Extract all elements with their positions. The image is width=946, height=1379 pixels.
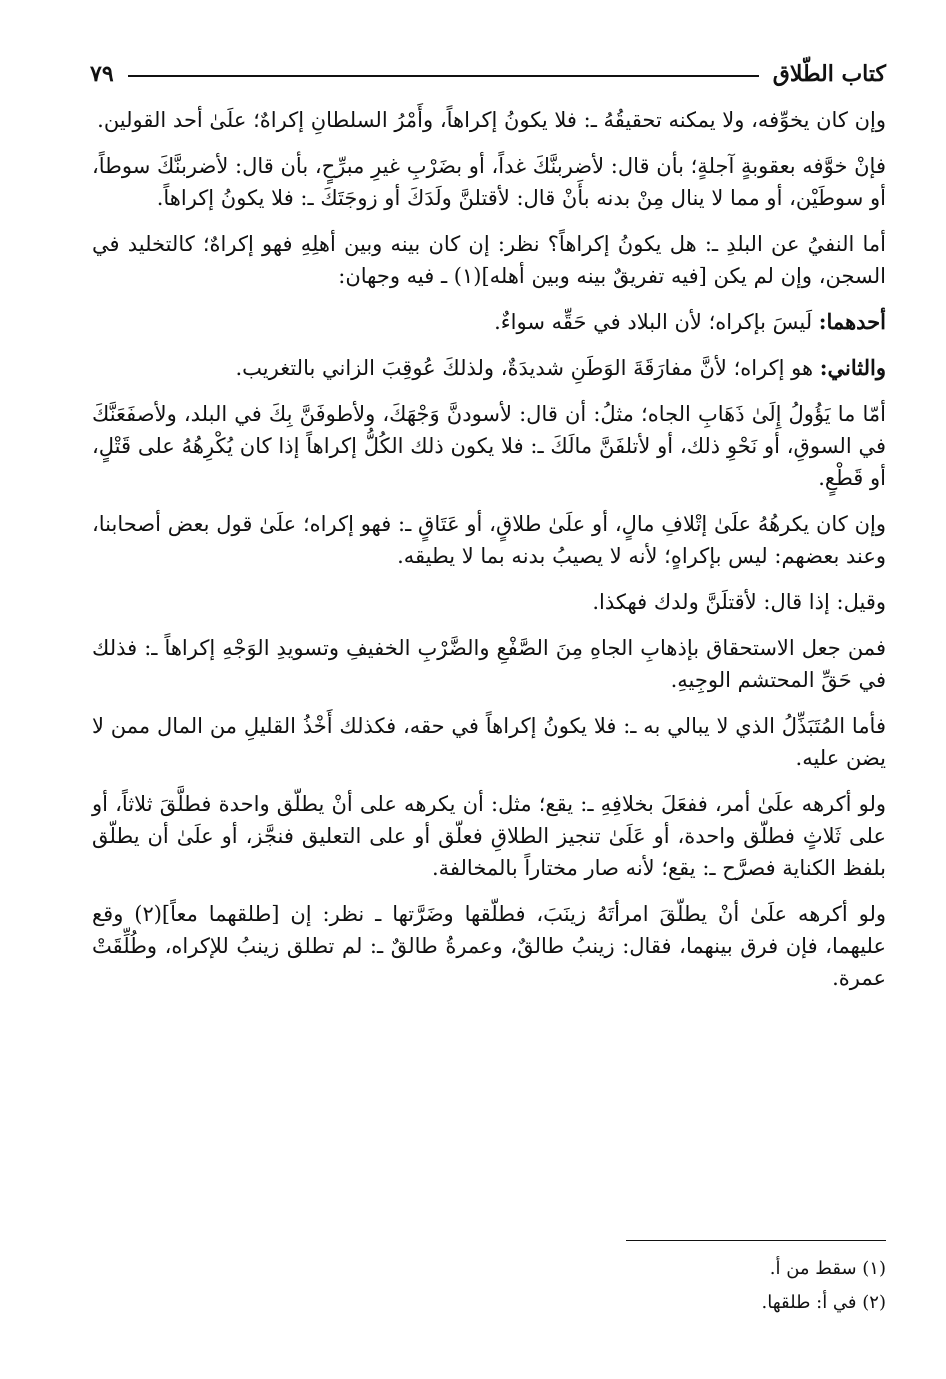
paragraph xyxy=(92,710,886,774)
paragraph xyxy=(92,104,886,136)
paragraph-text: لَيسَ بإكراه؛ لأن البلاد في حَقِّه سواءٌ. xyxy=(494,310,819,334)
paragraph xyxy=(92,632,886,696)
paragraph-lead: أحدهما: xyxy=(818,309,886,334)
paragraph xyxy=(92,898,886,994)
paragraph-text: وإن كان يخوِّفه، ولا يمكنه تحقيقُهُ ـ: فلا يكونُ إكراهاً، وأَمْرُ السلطانِ إكراهٌ؛ علَىٰ أحد القولين. xyxy=(97,108,886,132)
paragraph xyxy=(92,228,886,292)
paragraph-text: أمّا ما يَؤُولُ إِلَىٰ ذَهَابِ الجاه؛ مثلُ: أن قال: لأسودنَّ وَجْهَكَ، ولأطوفَنَّ بِكَ في البلد، ولأصفَعَنَّكَ في السوقِ، أو نَحْوِ ذلك، أو لأتلفَنَّ مالَكَ ـ: فلا يكون ذلك الكُلُّ إكراهاً إذا كان يُكْرِهُهُ على قَتْلٍ، أو قَطْعٍ. xyxy=(92,402,886,490)
paragraph-text: فإنْ خوَّفه بعقوبةٍ آجلةٍ؛ بأن قال: لأضربنَّكَ غداً، أو بضَرْبِ غيرِ مبرِّحٍ، بأن قال: لأضربنَّكَ سوطاً، أو سوطَيْن، أو مما لا ينال مِنْ بدنه بأَنْ قال: لأقتلنَّ ولَدَكَ أو زوجَتَكَ ـ: فلا يكونُ إكراهاً. xyxy=(92,154,886,210)
footnote-1: (١) سقط من أ. xyxy=(769,1258,886,1279)
header-rule xyxy=(128,75,759,77)
page-number: ٧٩ xyxy=(90,61,114,87)
footnote-2: (٢) في أ: طلقها. xyxy=(761,1292,886,1313)
paragraph-text: ولو أكرهه علَىٰ أمر، ففعَلَ بخلافِهِ ـ: يقع؛ مثل: أن يكرهه على أنْ يطلّق واحدة فطلَّقَ ثلاثاً، أو على ثَلاثٍ فطلّق واحدة، أو عَلَىٰ تنجيز الطلاقِ فعلّق أو على التعليق فنجَّز، أو علَىٰ أن يطلّق بلفظ الكناية فصرَّح ـ: يقع؛ لأنه صار مختاراً بالمخالفة. xyxy=(92,792,886,880)
paragraph-text: وقيل: إذا قال: لأقتلَنَّ ولدك فهكذا. xyxy=(592,590,886,614)
paragraph xyxy=(92,150,886,214)
paragraph xyxy=(92,586,886,618)
paragraph xyxy=(92,508,886,572)
paragraph xyxy=(92,788,886,884)
paragraph-lead: والثاني: xyxy=(819,355,886,380)
paragraph xyxy=(92,306,886,338)
paragraph-text: فأما المُتَبَذِّلُ الذي لا يبالي به ـ: فلا يكونُ إكراهاً في حقه، فكذلك أَخْذُ القليلِ من المال ممن لا يضن عليه. xyxy=(92,714,886,770)
paragraph-text: فمن جعل الاستحقاق بإذهابِ الجاهِ مِنَ الصَّفْعِ والضَّرْبِ الخفيفِ وتسويدِ الوَجْهِ إكراهاً ـ: فذلك في حَقِّ المحتشم الوجِيهِ. xyxy=(92,636,886,692)
paragraph-text: ولو أكرهه علَىٰ أنْ يطلّقَ امرأتَهُ زينَبَ، فطلّقها وضَرَّتها ـ نظر: إن [طلقهما معاً](٢) وقع عليهما، فإن فرق بينهما، فقال: زينبُ طالقٌ، وعمرةُ طالقٌ ـ: لم تطلق زينبُ للإكراه، وطُلِّقَتْ عمرة. xyxy=(92,902,886,990)
main-text xyxy=(92,104,886,1008)
paragraph xyxy=(92,398,886,494)
chapter-title: كتاب الطّلاق xyxy=(772,61,886,87)
paragraph-text: وإن كان يكرهُهُ علَىٰ إتْلافِ مالٍ، أو علَىٰ طلاقٍ، أو عَتَاقٍ ـ: فهو إكراه؛ علَىٰ قول بعض أصحابنا، وعند بعضهم: ليس بإكراهٍ؛ لأنه لا يصيبُ بدنه بما لا يطيقه. xyxy=(92,512,886,568)
paragraph-text: هو إكراه؛ لأنَّ مفارَقَةَ الوَطَنِ شديدَةٌ، ولذلكَ عُوقِبَ الزاني بالتغريب. xyxy=(235,356,820,380)
paragraph-text: أما النفيُ عن البلدِ ـ: هل يكونُ إكراهاً؟ نظر: إن كان بينه وبين أهلِهِ فهو إكراهٌ؛ كالتخليد في السجن، وإن لم يكن [فيه تفريقٌ بينه وبين أهله](١) ـ فيه وجهان: xyxy=(92,232,886,288)
running-header xyxy=(90,58,886,90)
footnote-separator xyxy=(626,1240,886,1241)
paragraph xyxy=(92,352,886,384)
footnotes xyxy=(92,1252,886,1320)
